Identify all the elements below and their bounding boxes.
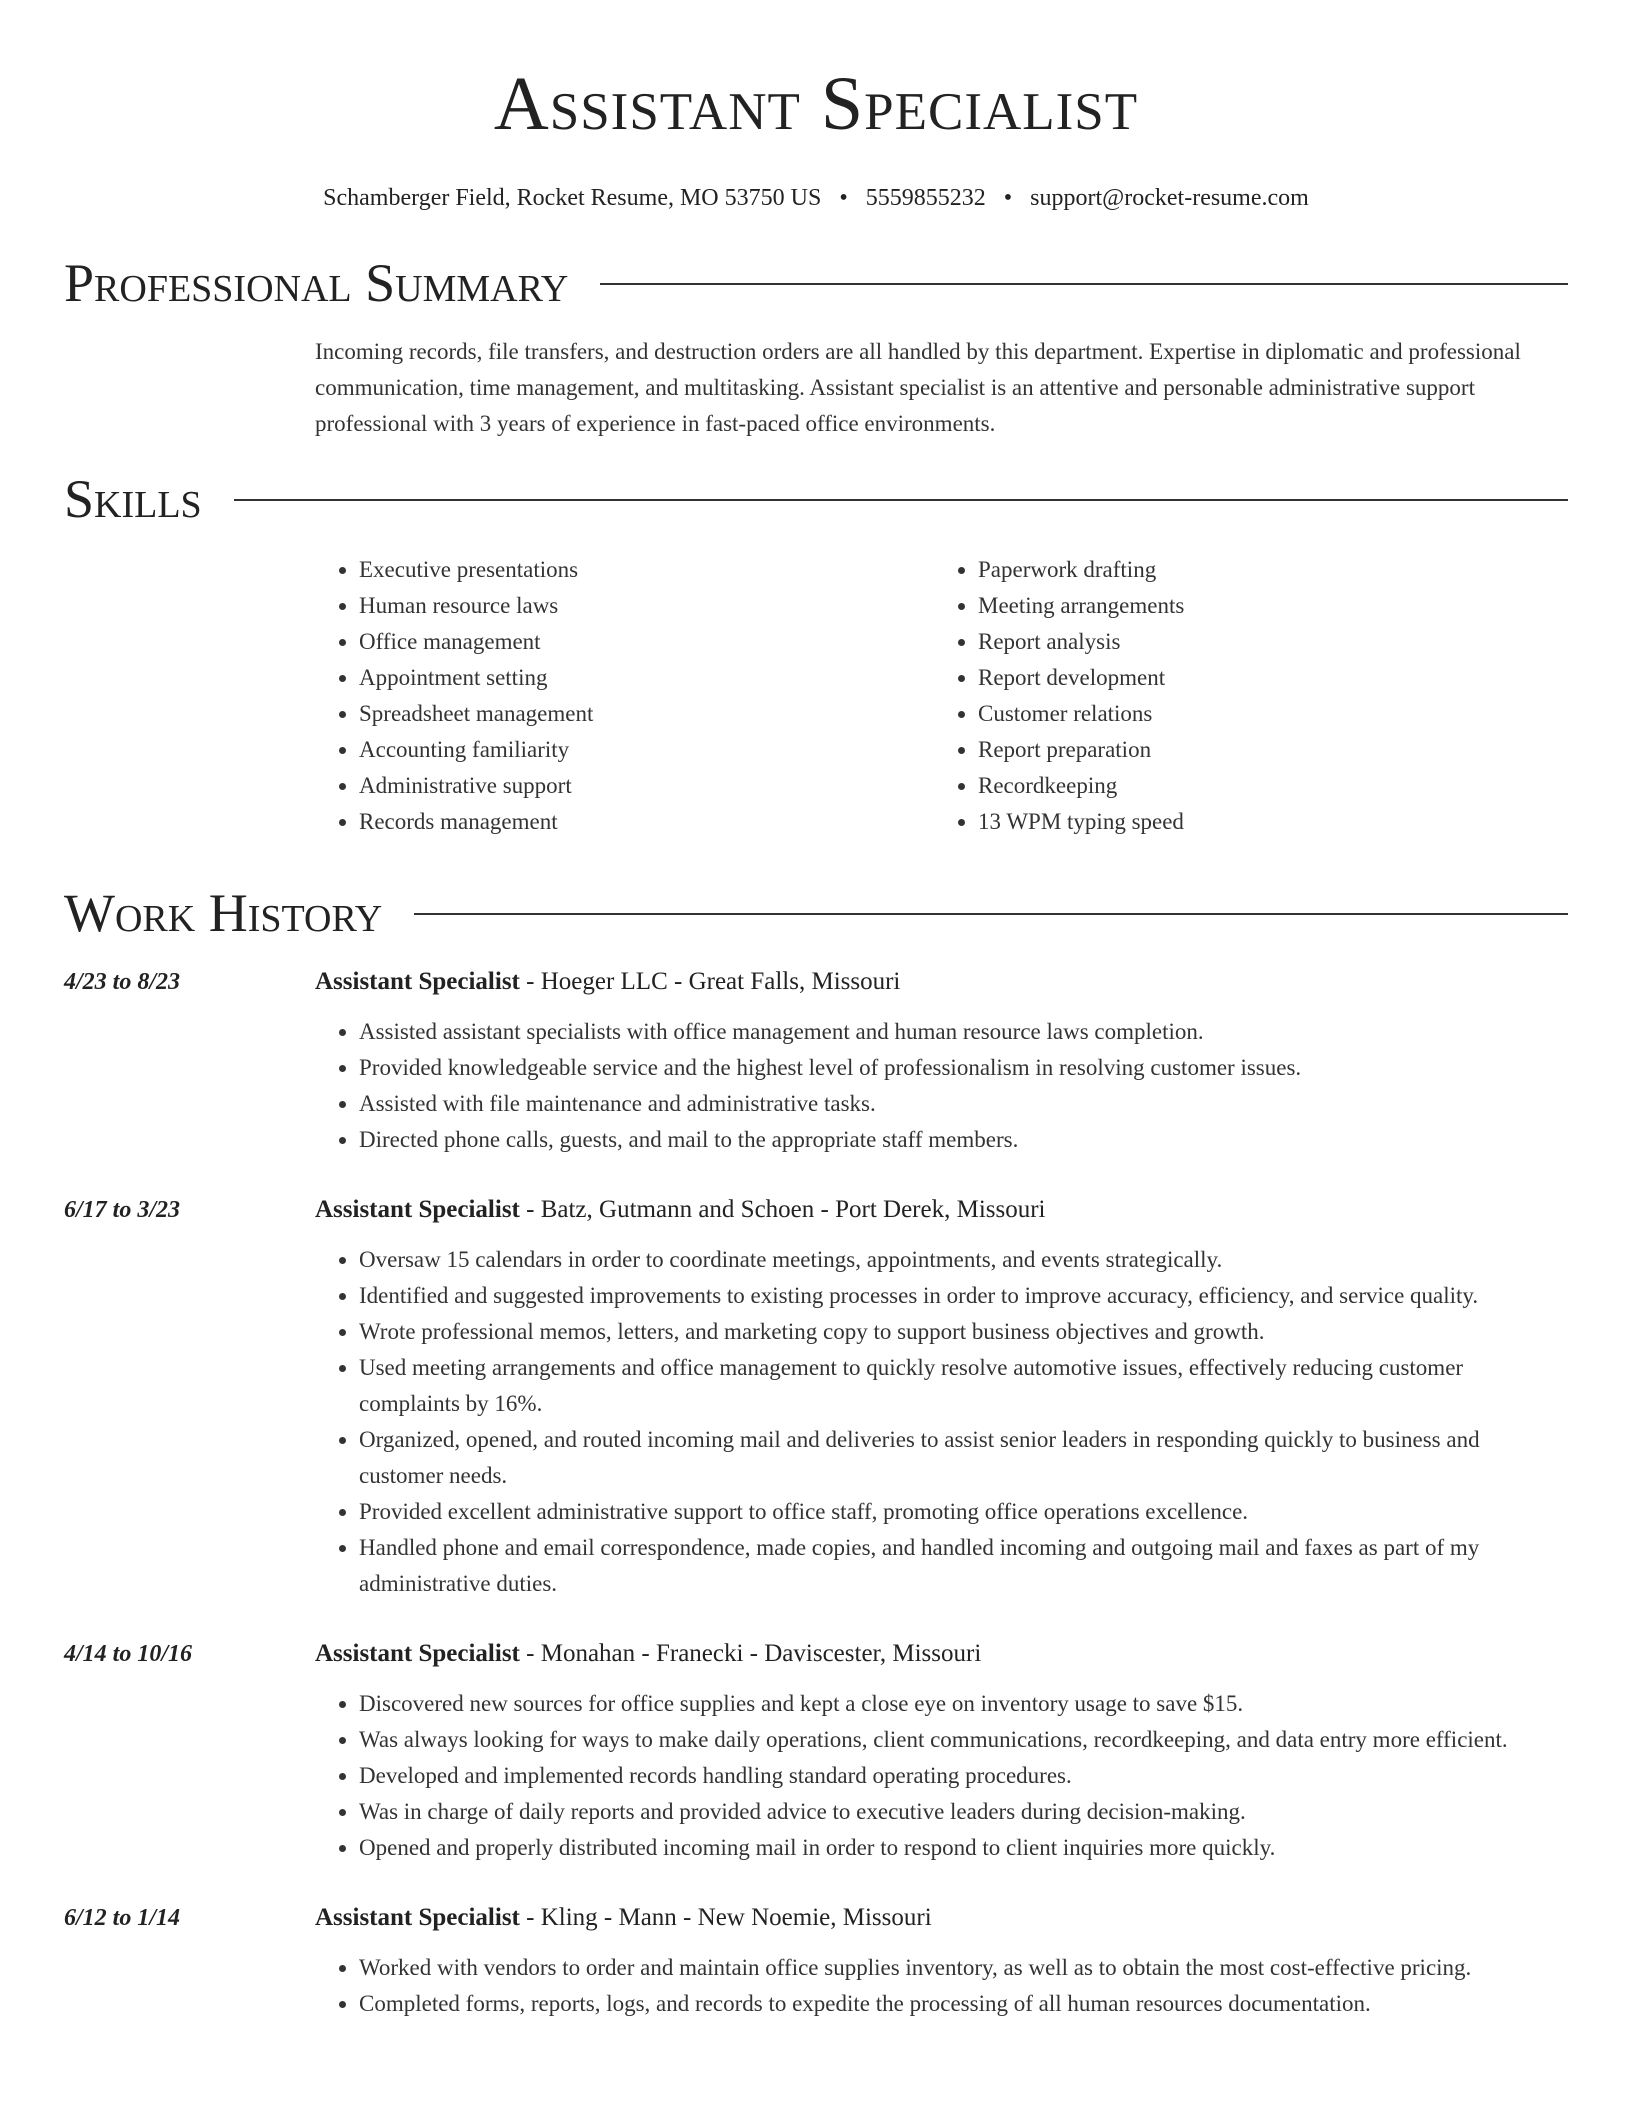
list-item: • Meeting arrangements — [978, 588, 1553, 624]
candidate-name: Assistant Specialist — [493, 62, 1139, 146]
list-item: • Assisted with file maintenance and administrative tasks. — [359, 1086, 1568, 1122]
job-dates: 4/14 to 10/16 — [64, 1641, 193, 1667]
job-title: Assistant Specialist — [315, 1196, 520, 1223]
job-body — [315, 1900, 1568, 2022]
job-bullets — [315, 1242, 1568, 1602]
skills-column-left — [315, 552, 934, 840]
list-item: • Accounting familiarity — [359, 732, 934, 768]
list-item: • Report preparation — [978, 732, 1553, 768]
list-item: • Directed phone calls, guests, and mail to the appropriate staff members. — [359, 1122, 1568, 1158]
job-entry — [64, 1192, 1568, 1602]
list-item: • 13 WPM typing speed — [978, 804, 1553, 840]
list-item: • Recordkeeping — [978, 768, 1553, 804]
job-bullets — [315, 1950, 1568, 2022]
job-bullets — [315, 1686, 1568, 1866]
list-item: • Report analysis — [978, 624, 1553, 660]
list-item: • Report development — [978, 660, 1553, 696]
list-item: • Provided knowledgeable service and the highest level of professionalism in resolving customer issues. — [359, 1050, 1568, 1086]
contact-phone: 5559855232 — [865, 185, 986, 211]
list-item: • Discovered new sources for office supplies and kept a close eye on inventory usage to save $15. — [359, 1686, 1568, 1722]
list-item: • Assisted assistant specialists with office management and human resource laws completion. — [359, 1014, 1568, 1050]
contact-email: support@rocket-resume.com — [1030, 185, 1309, 211]
work-history-list — [64, 964, 1568, 2022]
contact-separator: • — [839, 185, 848, 211]
list-item: • Appointment setting — [359, 660, 934, 696]
list-item: • Developed and implemented records handling standard operating procedures. — [359, 1758, 1568, 1794]
job-body — [315, 1636, 1568, 1866]
skills-section-header — [64, 469, 1568, 529]
job-entry — [64, 964, 1568, 1158]
work-section-title: Work History — [64, 883, 383, 943]
list-item: • Identified and suggested improvements to existing processes in order to improve accuracy, efficiency, and service quality. — [359, 1278, 1568, 1314]
list-item: • Organized, opened, and routed incoming mail and deliveries to assist senior leaders in responding quickly to business and customer needs. — [359, 1422, 1568, 1494]
job-company-location: - Hoeger LLC - Great Falls, Missouri — [519, 968, 901, 995]
job-body — [315, 1192, 1568, 1602]
skills-column-right — [934, 552, 1553, 840]
job-company-location: - Monahan - Franecki - Daviscester, Missouri — [519, 1640, 982, 1667]
job-entry — [64, 1636, 1568, 1866]
job-entry — [64, 1900, 1568, 2022]
job-company-location: - Batz, Gutmann and Schoen - Port Derek, Missouri — [519, 1196, 1046, 1223]
job-body — [315, 964, 1568, 1158]
job-heading — [315, 964, 1568, 1000]
contact-address: Schamberger Field, Rocket Resume, MO 53750 US — [323, 185, 822, 211]
job-bullets — [315, 1014, 1568, 1158]
section-divider — [234, 499, 1568, 501]
job-heading — [315, 1900, 1568, 1936]
list-item: • Was in charge of daily reports and provided advice to executive leaders during decision-making. — [359, 1794, 1568, 1830]
section-divider — [600, 283, 1568, 285]
list-item: • Office management — [359, 624, 934, 660]
list-item: • Provided excellent administrative support to office staff, promoting office operations excellence. — [359, 1494, 1568, 1530]
list-item: • Human resource laws — [359, 588, 934, 624]
list-item: • Completed forms, reports, logs, and records to expedite the processing of all human resources documentation. — [359, 1986, 1568, 2022]
skills-section-title: Skills — [64, 469, 202, 529]
job-title: Assistant Specialist — [315, 968, 520, 995]
job-dates: 4/23 to 8/23 — [64, 969, 181, 995]
job-heading — [315, 1192, 1568, 1228]
list-item: • Customer relations — [978, 696, 1553, 732]
list-item: • Used meeting arrangements and office management to quickly resolve automotive issues, effectively reducing customer complaints by 16%. — [359, 1350, 1568, 1422]
contact-separator: • — [1003, 185, 1013, 211]
list-item: • Handled phone and email correspondence, made copies, and handled incoming and outgoing mail and faxes as part of my administrative duties. — [359, 1530, 1568, 1602]
skills-list — [315, 552, 1568, 840]
contact-line — [64, 186, 1568, 210]
list-item: • Oversaw 15 calendars in order to coordinate meetings, appointments, and events strategically. — [359, 1242, 1568, 1278]
list-item: • Wrote professional memos, letters, and marketing copy to support business objectives and growth. — [359, 1314, 1568, 1350]
list-item: • Opened and properly distributed incoming mail in order to respond to client inquiries more quickly. — [359, 1830, 1568, 1866]
list-item: • Spreadsheet management — [359, 696, 934, 732]
list-item: • Was always looking for ways to make daily operations, client communications, recordkeeping, and data entry more efficient. — [359, 1722, 1568, 1758]
job-dates: 6/17 to 3/23 — [64, 1197, 181, 1223]
list-item: • Paperwork drafting — [978, 552, 1553, 588]
summary-text: Incoming records, file transfers, and destruction orders are all handled by this department. Expertise in diplomatic and professional communication, time management, and multitasking. Assistant specialist is an attentive and personable administrative support professional with 3 years of experience in fast-paced office environments. — [315, 339, 1521, 436]
job-title: Assistant Specialist — [315, 1904, 520, 1931]
list-item: • Worked with vendors to order and maintain office supplies inventory, as well as to obtain the most cost-effective pricing. — [359, 1950, 1568, 1986]
section-divider — [414, 913, 1568, 915]
work-section-header — [64, 883, 1568, 943]
job-dates: 6/12 to 1/14 — [64, 1905, 181, 1931]
summary-section-title: Professional Summary — [64, 253, 569, 313]
summary-section-header — [64, 253, 1568, 313]
list-item: • Executive presentations — [359, 552, 934, 588]
job-company-location: - Kling - Mann - New Noemie, Missouri — [519, 1904, 932, 1931]
list-item: • Administrative support — [359, 768, 934, 804]
list-item: • Records management — [359, 804, 934, 840]
job-heading — [315, 1636, 1568, 1672]
job-title: Assistant Specialist — [315, 1640, 520, 1667]
